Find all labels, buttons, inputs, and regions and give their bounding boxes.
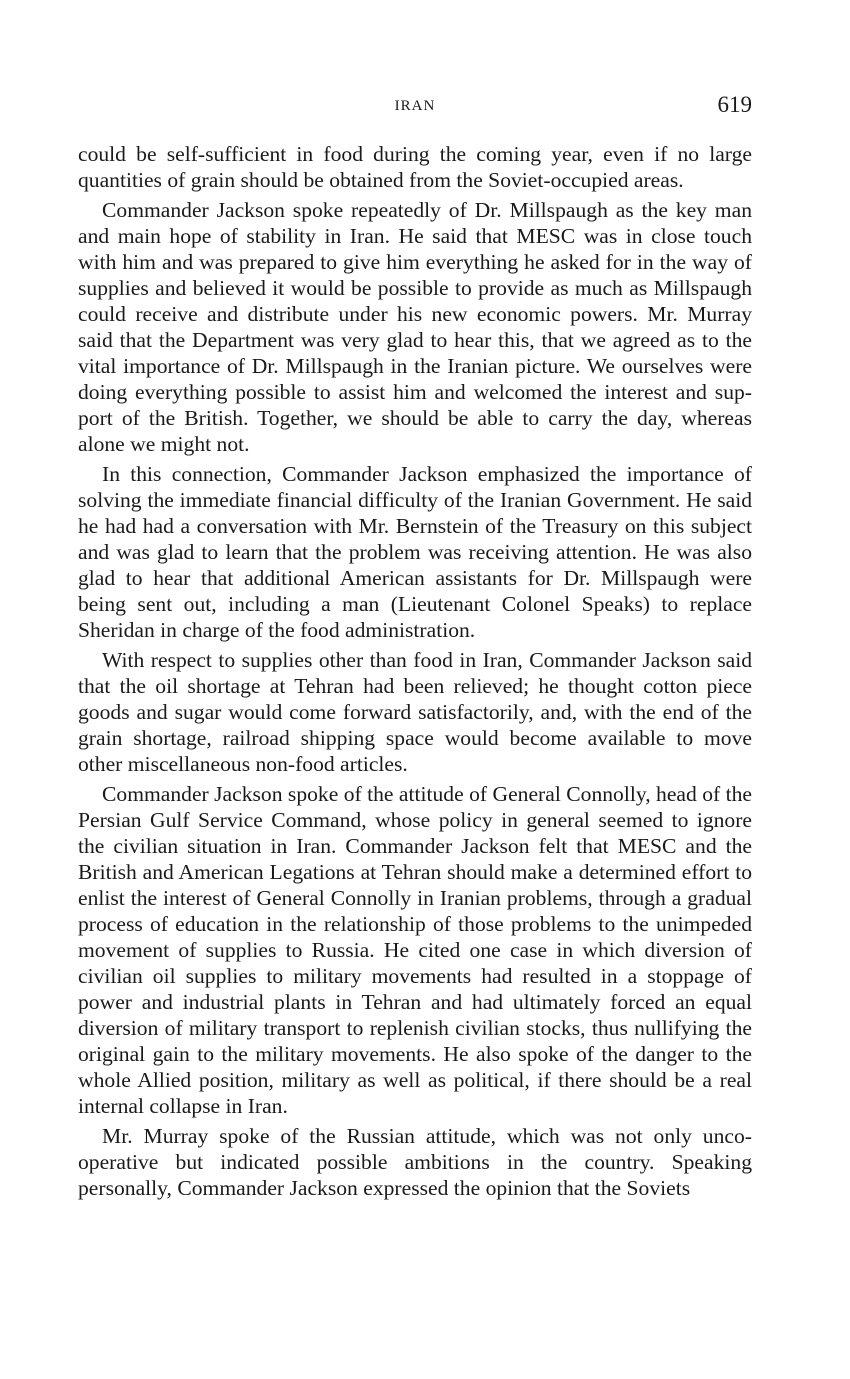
paragraph-millspaugh: Commander Jackson spoke repeatedly of Dr. Millspaugh as the key man and main hope of stability in Iran. He said that MESC was in close touch with him and was prepared to give him everything he asked for in the way of supplies and believed it would be possible to provide as much as Millspaugh could receive and distribute under his new economic powers. Mr. Murray said that the Department was very glad to hear this, that we agreed as to the vital importance of Dr. Millspaugh in the Iranian picture. We ourselves were doing everything possible to assist him and welcomed the interest and support of the British. Together, we should be able to carry the day, whereas alone we might not. — [78, 198, 752, 456]
paragraph-continued: could be self-sufficient in food during the coming year, even if no large quantities of grain should be obtained from the Soviet-occupied areas. — [78, 142, 752, 192]
running-title: IRAN — [394, 98, 436, 114]
paragraph-financial-difficulty: In this connection, Commander Jackson emphasized the importance of solving the immediate financial difficulty of the Iranian Government. He said he had had a conversation with Mr. Bernstein of the Treasury on this subject and was glad to learn that the problem was receiving attention. He was also glad to hear that additional American assistants for Dr. Millspaugh were being sent out, including a man (Lieutenant Colonel Speaks) to replace Sheridan in charge of the food administration. — [78, 462, 752, 642]
body-text — [78, 141, 752, 1205]
running-head — [78, 92, 752, 124]
page-number: 619 — [717, 92, 752, 117]
paragraph-general-connolly: Commander Jackson spoke of the attitude of General Connolly, head of the Persian Gulf Service Command, whose policy in general seemed to ignore the civilian situation in Iran. Commander Jackson felt that MESC and the British and American Legations at Tehran should make a determined effort to enlist the interest of General Connolly in Iranian problems, through a gradual process of education in the relationship of those problems to the unimpeded movement of supplies to Russia. He cited one case in which diversion of civilian oil supplies to military movements had resulted in a stoppage of power and industrial plants in Tehran and had ultimately forced an equal diversion of military transport to replenish civilian stocks, thus nullifying the original gain to the military movements. He also spoke of the danger to the whole Allied position, military as well as political, if there should be a real internal collapse in Iran. — [78, 782, 752, 1118]
paragraph-supplies: With respect to supplies other than food in Iran, Commander Jackson said that the oil shortage at Tehran had been relieved; he thought cotton piece goods and sugar would come forward satisfactorily, and, with the end of the grain shortage, railroad shipping space would become available to move other miscellaneous non-food articles. — [78, 648, 752, 776]
paragraph-russian-attitude: Mr. Murray spoke of the Russian attitude, which was not only uncooperative but indicated possible ambitions in the country. Speaking personally, Commander Jackson expressed the opinion that the Soviets — [78, 1124, 752, 1200]
